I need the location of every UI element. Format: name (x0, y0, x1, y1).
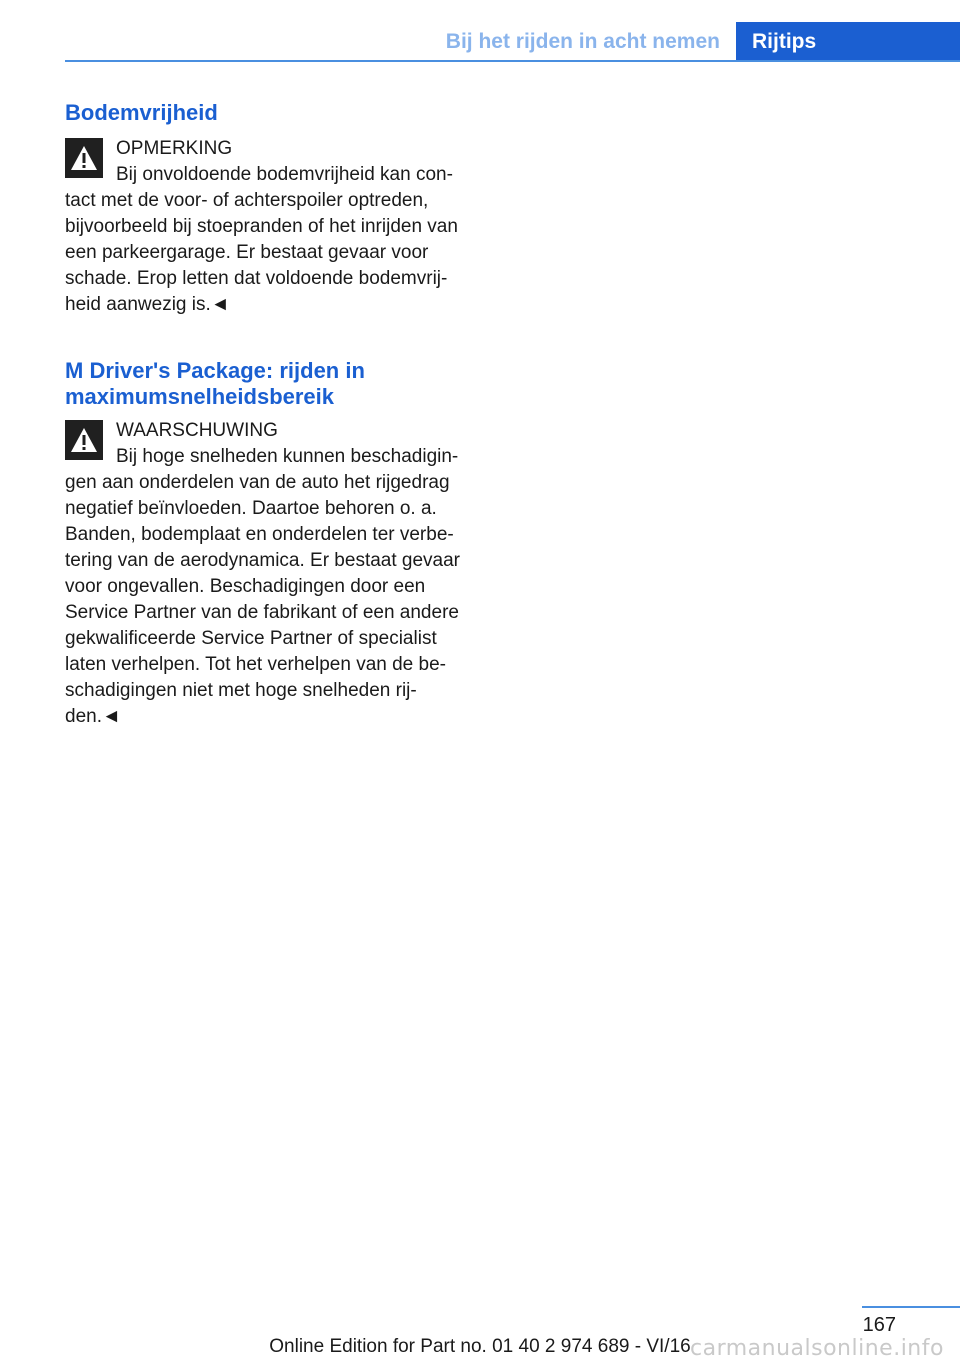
note-line: Bij hoge snelheden kunnen beschadigin- (116, 446, 459, 467)
note-body (65, 444, 485, 730)
note-line: gekwalificeerde Service Partner of specialist (65, 628, 437, 649)
page-number: 167 (862, 1314, 896, 1336)
heading-line: M Driver's Package: rijden in (65, 358, 365, 383)
note-line: laten verhelpen. Tot het verhelpen van de be- (65, 654, 446, 675)
note-line: schade. Erop letten dat voldoende bodemvrij- (65, 268, 448, 289)
section-heading-bodemvrijheid: Bodemvrijheid (65, 100, 218, 125)
header-section-label: Bij het rijden in acht nemen (445, 30, 720, 53)
note-line: gen aan onderdelen van de auto het rijgedrag (65, 472, 450, 493)
note-label: WAARSCHUWING (116, 420, 278, 441)
warning-note (65, 418, 485, 730)
edition-text: Online Edition for Part no. 01 40 2 974 689 - VI/16 (269, 1336, 691, 1357)
note-line: tering van de aerodynamica. Er bestaat gevaar (65, 550, 461, 571)
note-line: tact met de voor- of achterspoiler optreden, (65, 190, 429, 211)
note-line: voor ongevallen. Beschadigingen door een (65, 576, 426, 597)
note-line: Banden, bodemplaat en onderdelen ter verbe- (65, 524, 454, 545)
note-line: bijvoorbeeld bij stoepranden of het inrijden van (65, 216, 458, 237)
header-rule (65, 60, 960, 62)
note-line: Bij onvoldoende bodemvrijheid kan con- (116, 164, 453, 185)
section-heading-m-drivers-package (65, 358, 485, 410)
note-label: OPMERKING (116, 138, 233, 159)
note-line: heid aanwezig is.◄ (65, 294, 230, 315)
note-line: Service Partner van de fabrikant of een andere (65, 602, 459, 623)
note-line: een parkeergarage. Er bestaat gevaar voor (65, 242, 429, 263)
footer-rule (862, 1306, 960, 1308)
main-content (65, 100, 485, 730)
warning-triangle-icon (65, 420, 103, 460)
header-chapter-tab[interactable]: Rijtips (736, 22, 960, 62)
note-line: den.◄ (65, 706, 121, 727)
note-line: negatief beïnvloeden. Daartoe behoren o. a. (65, 498, 437, 519)
watermark: carmanualsonline.info (690, 1336, 944, 1361)
note-line: schadigingen niet met hoge snelheden rij- (65, 680, 417, 701)
caution-note (65, 136, 485, 318)
note-body (65, 162, 485, 318)
warning-triangle-icon (65, 138, 103, 178)
heading-line: maximumsnelheidsbereik (65, 384, 335, 409)
